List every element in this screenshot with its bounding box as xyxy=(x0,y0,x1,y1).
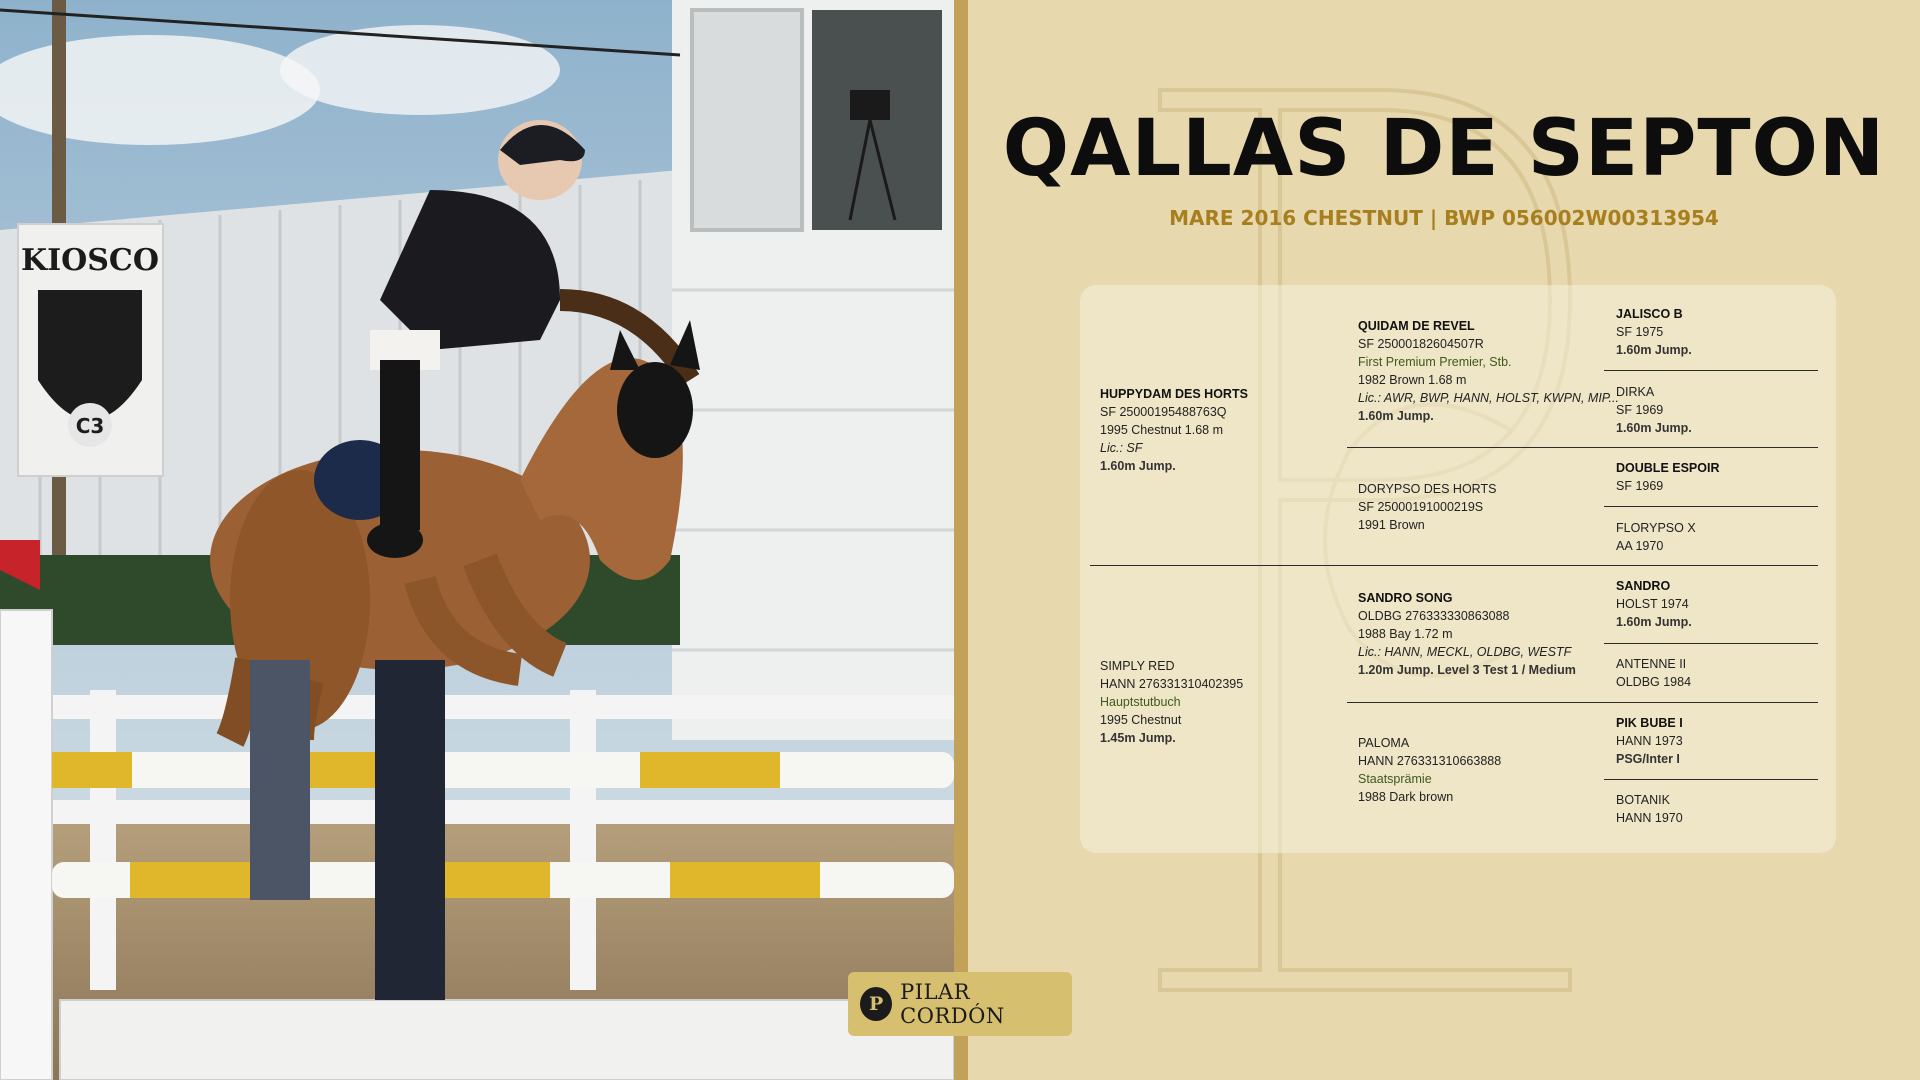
dam-perf: 1.45m Jump. xyxy=(1100,731,1176,745)
sire-name: HUPPYDAM DES HORTS xyxy=(1100,387,1248,401)
dd-born: 1988 Dark brown xyxy=(1358,790,1454,804)
ss-born: 1982 Brown 1.68 m xyxy=(1358,373,1467,387)
pedigree-sdd xyxy=(1616,519,1696,555)
kiosco-sign-text: KIOSCO xyxy=(21,243,159,278)
pilar-cordon-logo xyxy=(848,972,1072,1036)
horse-details-subtitle: MARE 2016 CHESTNUT | BWP 056002W00313954 xyxy=(1169,206,1719,230)
pedigree-ssd xyxy=(1616,383,1692,437)
sire-reg: SF 25000195488763Q xyxy=(1100,405,1227,419)
sds-line1: SF 1969 xyxy=(1616,479,1664,493)
sdd-name: FLORYPSO X xyxy=(1616,521,1696,535)
dam-reg: HANN 276331310402395 xyxy=(1100,677,1244,691)
dam-name: SIMPLY RED xyxy=(1100,659,1175,673)
dam-award: Hauptstutbuch xyxy=(1100,695,1181,709)
dd-reg: HANN 276331310663888 xyxy=(1358,754,1502,768)
ss-award: First Premium Premier, Stb. xyxy=(1358,355,1512,369)
pedigree-ddd xyxy=(1616,791,1683,827)
sss-line1: SF 1975 xyxy=(1616,325,1664,339)
pedigree-divider-dd xyxy=(1604,779,1818,780)
sire-perf: 1.60m Jump. xyxy=(1100,459,1176,473)
ssd-name: DIRKA xyxy=(1616,385,1655,399)
sd-reg: SF 25000191000219S xyxy=(1358,500,1484,514)
dsd-line1: OLDBG 1984 xyxy=(1616,675,1692,689)
pc-monogram-icon: P xyxy=(860,987,892,1021)
pedigree-ds xyxy=(1358,589,1576,679)
pedigree-divider-dam xyxy=(1347,702,1818,703)
ss-lic: Lic.: AWR, BWP, HANN, HOLST, KWPN, MIP... xyxy=(1358,391,1619,405)
pedigree-divider-ss xyxy=(1604,370,1818,371)
pedigree-dds xyxy=(1616,714,1683,768)
pedigree-divider-sire xyxy=(1347,447,1818,448)
dds-name: PIK BUBE I xyxy=(1616,716,1683,730)
sd-name: DORYPSO DES HORTS xyxy=(1358,482,1497,496)
ss-name: QUIDAM DE REVEL xyxy=(1358,319,1475,333)
dd-name: PALOMA xyxy=(1358,736,1410,750)
dsd-name: ANTENNE II xyxy=(1616,657,1687,671)
ss-reg: SF 25000182604507R xyxy=(1358,337,1484,351)
dam-born: 1995 Chestnut xyxy=(1100,713,1182,727)
sd-born: 1991 Brown xyxy=(1358,518,1425,532)
sdd-line1: AA 1970 xyxy=(1616,539,1664,553)
show-jumping-photo xyxy=(0,0,954,1080)
dd-award: Staatsprämie xyxy=(1358,772,1432,786)
pedigree-divider-main xyxy=(1090,565,1818,566)
ss-perf: 1.60m Jump. xyxy=(1358,409,1434,423)
pedigree-dd xyxy=(1358,734,1501,806)
ds-reg: OLDBG 276333330863088 xyxy=(1358,609,1510,623)
ds-born: 1988 Bay 1.72 m xyxy=(1358,627,1453,641)
pedigree-dam xyxy=(1100,657,1243,747)
pedigree-dsd xyxy=(1616,655,1691,691)
sss-perf: 1.60m Jump. xyxy=(1616,343,1692,357)
c3-badge-text: C3 xyxy=(75,414,105,438)
sire-lic: Lic.: SF xyxy=(1100,441,1143,455)
pedigree-sd xyxy=(1358,480,1496,534)
ds-name: SANDRO SONG xyxy=(1358,591,1453,605)
sire-born: 1995 Chestnut 1.68 m xyxy=(1100,423,1223,437)
ddd-name: BOTANIK xyxy=(1616,793,1670,807)
pedigree-sire xyxy=(1100,385,1248,475)
dds-line1: HANN 1973 xyxy=(1616,734,1683,748)
sds-name: DOUBLE ESPOIR xyxy=(1616,461,1720,475)
dds-perf: PSG/Inter I xyxy=(1616,752,1680,766)
hero-photo xyxy=(0,0,954,1080)
pedigree-ss xyxy=(1358,317,1619,425)
pedigree-divider-sd xyxy=(1604,506,1818,507)
ssd-line1: SF 1969 xyxy=(1616,403,1664,417)
sss-name: JALISCO B xyxy=(1616,307,1683,321)
horse-name-title: QALLAS DE SEPTON xyxy=(1002,104,1886,194)
pedigree-sds xyxy=(1616,459,1720,495)
pedigree-sss xyxy=(1616,305,1692,359)
ddd-line1: HANN 1970 xyxy=(1616,811,1683,825)
ssd-perf: 1.60m Jump. xyxy=(1616,421,1692,435)
pedigree-dss xyxy=(1616,577,1692,631)
dss-line1: HOLST 1974 xyxy=(1616,597,1689,611)
ds-lic: Lic.: HANN, MECKL, OLDBG, WESTF xyxy=(1358,645,1572,659)
dss-perf: 1.60m Jump. xyxy=(1616,615,1692,629)
brand-name: PILAR CORDÓN xyxy=(900,980,1005,1028)
dss-name: SANDRO xyxy=(1616,579,1671,593)
ds-perf: 1.20m Jump. Level 3 Test 1 / Medium xyxy=(1358,663,1576,677)
pedigree-divider-ds xyxy=(1604,643,1818,644)
gold-divider xyxy=(954,0,968,1080)
